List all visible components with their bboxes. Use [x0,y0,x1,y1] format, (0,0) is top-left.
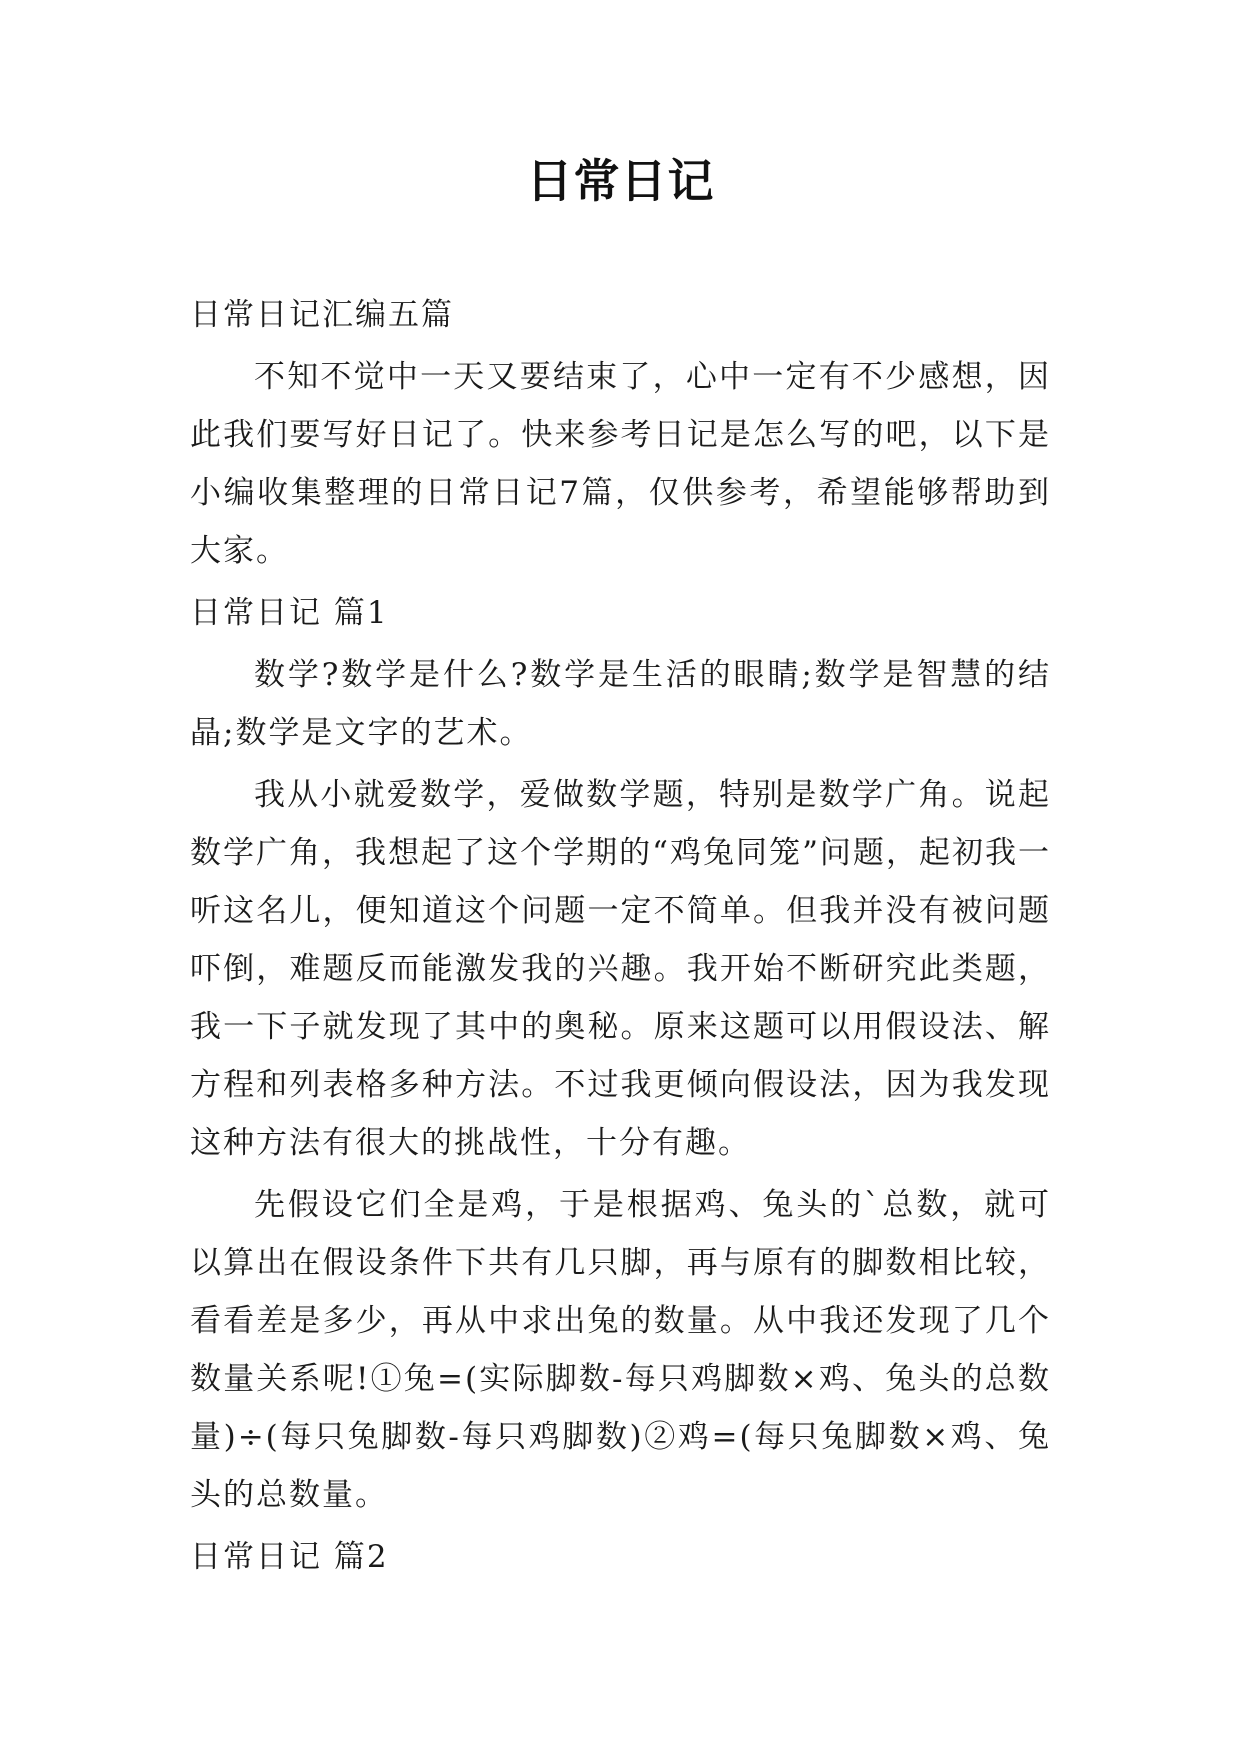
document-title: 日常日记 [526,154,715,208]
document-subtitle: 日常日记汇编五篇 [190,297,454,333]
section-1-paragraph-3: 先假设它们全是鸡，于是根据鸡、兔头的`总数，就可以算出在假设条件下共有几只脚，再与原有的脚数相比较，看看差是多少，再从中求出兔的数量。从中我还发现了几个数量关系呢!①兔=(实际脚数-每只鸡脚数×鸡、兔头的总数量)÷(每只兔脚数-每只鸡脚数)②鸡=(每只兔脚数×鸡、兔头的总数量。 [190,1187,1051,1513]
document-body [190,286,1051,1586]
section-heading-1: 日常日记 篇1 [190,595,389,631]
section-1-paragraph-2: 我从小就爱数学，爱做数学题，特别是数学广角。说起数学广角，我想起了这个学期的“鸡兔同笼”问题，起初我一听这名儿，便知道这个问题一定不简单。但我并没有被问题吓倒，难题反而能激发我的兴趣。我开始不断研究此类题，我一下子就发现了其中的奥秘。原来这题可以用假设法、解方程和列表格多种方法。不过我更倾向假设法，因为我发现这种方法有很大的挑战性，十分有趣。 [190,777,1051,1161]
section-1-paragraph-1: 数学?数学是什么?数学是生活的眼睛;数学是智慧的结晶;数学是文字的艺术。 [190,657,1051,751]
intro-paragraph: 不知不觉中一天又要结束了，心中一定有不少感想，因此我们要写好日记了。快来参考日记是怎么写的吧，以下是小编收集整理的日常日记7篇，仅供参考，希望能够帮助到大家。 [190,359,1051,569]
section-heading-2: 日常日记 篇2 [190,1539,389,1575]
